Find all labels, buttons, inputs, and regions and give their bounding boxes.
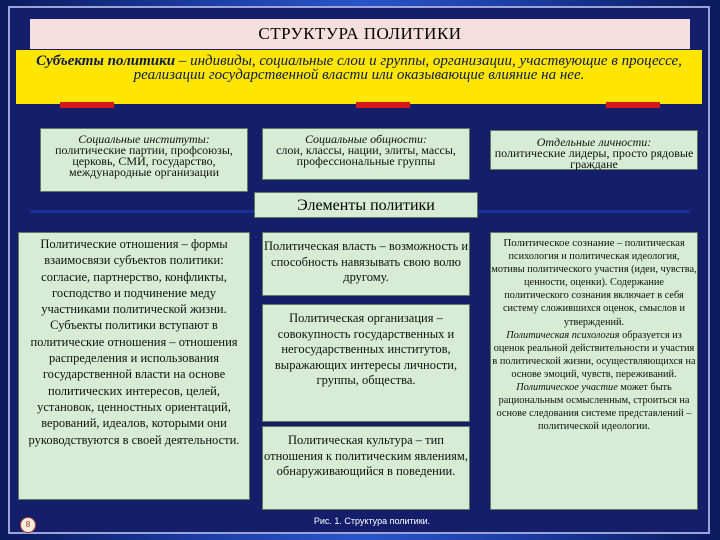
psychology-term: Политическая психология <box>506 329 620 341</box>
culture-term: Политическая культура <box>288 433 413 447</box>
subject-text: политические лидеры, просто рядовые граждане <box>494 146 694 171</box>
subject-heading: Социальные общности: <box>304 132 428 146</box>
subject-box-communities <box>262 128 470 180</box>
slide-title: СТРУКТУРА ПОЛИТИКИ <box>30 19 690 49</box>
organization-text: – совокупность государственных и негосударственных институтов, выражающих интересы личности, группы, общества. <box>274 311 458 387</box>
culture-text: – тип отношения к политическим явлениям, обнаруживающийся в поведении. <box>264 433 468 478</box>
consciousness-term: Политическое сознание <box>503 237 615 249</box>
subject-box-institutions <box>40 128 248 192</box>
subject-heading: Социальные институты: <box>78 132 210 146</box>
power-term: Политическая власть <box>263 239 377 253</box>
connector-bar <box>356 102 410 108</box>
culture-block <box>262 426 470 510</box>
organization-block <box>262 304 470 422</box>
page-number-badge: 8 <box>20 517 36 533</box>
consciousness-text: – политическая психология и политическая идеология, мотивы политического участия (идеи, чувства, ценности, оценки). Содержание политического сознания включает в себя систему сложившихся оценок, смыслов и утверждений. <box>491 238 697 328</box>
definition-text: – индивиды, социальные слои и группы, организации, участвующие в процессе, реализации государственной власти или оказывающие влияние на нее. <box>133 53 682 83</box>
definition-banner <box>16 50 702 104</box>
consciousness-block <box>490 232 698 510</box>
subject-text: слои, классы, нации, элиты, массы, профессиональные группы <box>276 143 456 168</box>
organization-term: Политическая организация <box>289 311 434 325</box>
figure-caption: Рис. 1. Структура политики. <box>313 516 431 526</box>
divider-line <box>30 210 254 213</box>
definition-term: Субъекты политики <box>36 53 176 69</box>
participation-text: может быть рациональным осмысленным, строиться на основе следования системе представлений – политической идеологии. <box>496 382 692 433</box>
subject-heading: Отдельные личности: <box>536 135 652 149</box>
connector-bar <box>60 102 114 108</box>
relations-text: – формы взаимосвязи субъектов политики: согласие, партнерство, конфликты, господство и подчинение меду участниками политической жизни. Субъекты политики вступают в политические отношения – отношения распределения и использования государственной власти на основе политических интересов, целей, установок, ценностных ориентаций, верований, идеалов, которыми они руководствуются в своей деятельности. <box>28 237 240 447</box>
subject-box-individuals <box>490 130 698 170</box>
subject-text: политические партии, профсоюзы, церковь, СМИ, государство, международные организации <box>55 143 233 179</box>
power-text: – возможность и способность навязывать свою волю другому. <box>271 239 469 284</box>
psychology-text: образуется из оценок реальной действительности и участия в политической жизни, осуществляющихся на основе эмоций, чувств, переживаний. <box>492 329 696 380</box>
divider-line <box>478 210 690 213</box>
relations-block <box>18 232 250 500</box>
power-block <box>262 232 470 296</box>
connector-bar <box>606 102 660 108</box>
elements-heading: Элементы политики <box>254 192 478 218</box>
participation-term: Политическое участие <box>516 382 618 394</box>
relations-term: Политические отношения <box>40 237 179 251</box>
